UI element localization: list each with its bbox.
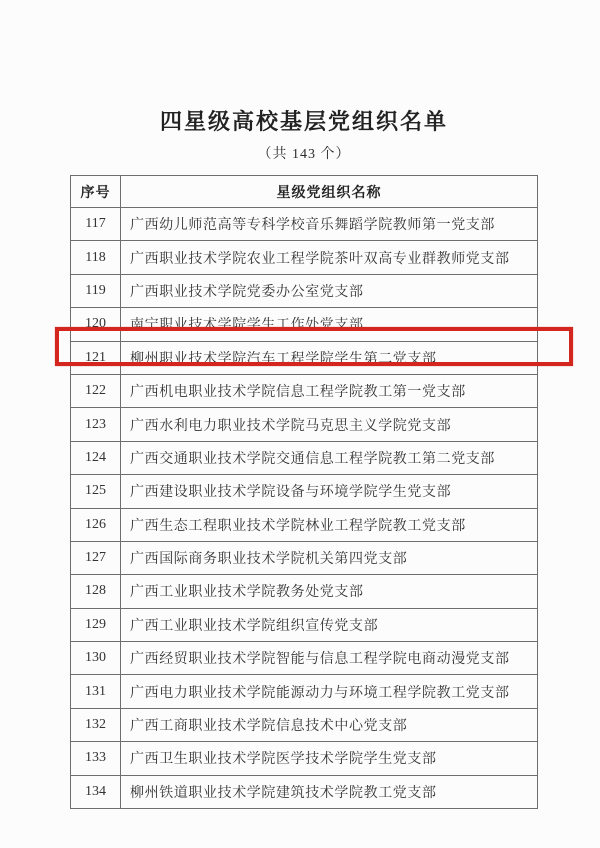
row-number-cell: 132: [71, 708, 121, 741]
table-row: [71, 541, 538, 574]
header-cell-name: 星级党组织名称: [121, 176, 538, 208]
row-name-cell: 柳州职业技术学院汽车工程学院学生第二党支部: [121, 341, 538, 374]
row-name-cell: 南宁职业技术学院学生工作处党支部: [121, 308, 538, 341]
row-number-cell: 118: [71, 241, 121, 274]
table-row: [71, 208, 538, 241]
row-name-cell: 广西电力职业技术学院能源动力与环境工程学院教工党支部: [121, 675, 538, 708]
table-row: [71, 341, 538, 374]
table-row: [71, 642, 538, 675]
row-number-cell: 125: [71, 475, 121, 508]
row-number-cell: 126: [71, 508, 121, 541]
table-row: [71, 675, 538, 708]
table-row: [71, 775, 538, 808]
row-name-cell: 柳州铁道职业技术学院建筑技术学院教工党支部: [121, 775, 538, 808]
table-row: [71, 708, 538, 741]
row-number-cell: 117: [71, 208, 121, 241]
row-name-cell: 广西职业技术学院党委办公室党支部: [121, 274, 538, 307]
row-name-cell: 广西建设职业技术学院设备与环境学院学生党支部: [121, 475, 538, 508]
table-row: [71, 308, 538, 341]
row-name-cell: 广西机电职业技术学院信息工程学院教工第一党支部: [121, 374, 538, 407]
row-number-cell: 133: [71, 742, 121, 775]
row-name-cell: 广西幼儿师范高等专科学校音乐舞蹈学院教师第一党支部: [121, 208, 538, 241]
table-row: [71, 274, 538, 307]
row-name-cell: 广西职业技术学院农业工程学院茶叶双高专业群教师党支部: [121, 241, 538, 274]
row-name-cell: 广西工业职业技术学院组织宣传党支部: [121, 608, 538, 641]
row-number-cell: 119: [71, 274, 121, 307]
table-row: [71, 475, 538, 508]
page-subtitle: （共 143 个）: [257, 147, 351, 162]
table-row: [71, 374, 538, 407]
table-body: [71, 208, 538, 809]
table-row: [71, 508, 538, 541]
table-row: [71, 608, 538, 641]
row-number-cell: 131: [71, 675, 121, 708]
row-number-cell: 121: [71, 341, 121, 374]
row-name-cell: 广西工业职业技术学院教务处党支部: [121, 575, 538, 608]
row-number-cell: 130: [71, 642, 121, 675]
header-row: [71, 176, 538, 208]
row-name-cell: 广西经贸职业技术学院智能与信息工程学院电商动漫党支部: [121, 642, 538, 675]
table-header: [71, 176, 538, 208]
row-number-cell: 122: [71, 374, 121, 407]
row-number-cell: 123: [71, 408, 121, 441]
row-number-cell: 120: [71, 308, 121, 341]
table-row: [71, 408, 538, 441]
table-row: [71, 241, 538, 274]
row-name-cell: 广西生态工程职业技术学院林业工程学院教工党支部: [121, 508, 538, 541]
row-name-cell: 广西工商职业技术学院信息技术中心党支部: [121, 708, 538, 741]
table-row: [71, 441, 538, 474]
table-row: [71, 742, 538, 775]
org-table: [70, 175, 538, 809]
row-number-cell: 127: [71, 541, 121, 574]
header-cell-number: 序号: [71, 176, 121, 208]
row-name-cell: 广西国际商务职业技术学院机关第四党支部: [121, 541, 538, 574]
row-number-cell: 129: [71, 608, 121, 641]
row-number-cell: 128: [71, 575, 121, 608]
table-row: [71, 575, 538, 608]
row-name-cell: 广西卫生职业技术学院医学技术学院学生党支部: [121, 742, 538, 775]
row-number-cell: 134: [71, 775, 121, 808]
row-name-cell: 广西交通职业技术学院交通信息工程学院教工第二党支部: [121, 441, 538, 474]
row-name-cell: 广西水利电力职业技术学院马克思主义学院党支部: [121, 408, 538, 441]
row-number-cell: 124: [71, 441, 121, 474]
page-title: 四星级高校基层党组织名单: [159, 109, 448, 134]
